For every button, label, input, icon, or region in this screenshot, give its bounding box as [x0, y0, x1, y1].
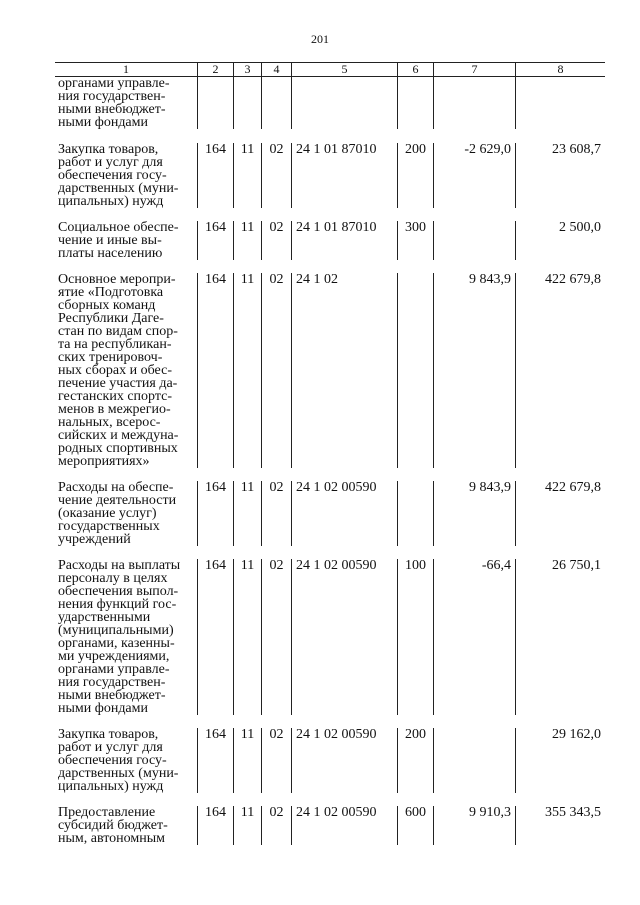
cell-col5: 24 1 02	[291, 273, 397, 468]
cell-col2: 164	[197, 221, 233, 260]
table-body	[55, 77, 605, 847]
cell-col7: -2 629,0	[433, 143, 515, 208]
table-row	[55, 806, 605, 847]
cell-col4	[261, 77, 291, 129]
cell-col2: 164	[197, 728, 233, 793]
cell-col7: 9 843,9	[433, 481, 515, 546]
row-description: органами управле- ния государствен- ными внебюджет- ными фондами	[58, 76, 170, 130]
cell-col4: 02	[261, 559, 291, 715]
cell-col6	[397, 481, 433, 546]
table-row	[55, 273, 605, 481]
cell-col5	[291, 77, 397, 129]
cell-col8: 26 750,1	[515, 559, 605, 715]
column-header-8: 8	[515, 63, 605, 76]
cell-col4: 02	[261, 273, 291, 468]
cell-col2: 164	[197, 481, 233, 546]
row-description: Закупка товаров, работ и услуг для обеспечения госу- дарственных (муни- ципальных) нужд	[58, 142, 179, 209]
column-header-1: 1	[123, 62, 129, 76]
row-description: Предоставление субсидий бюджет- ным, автономным	[58, 805, 168, 846]
cell-col8: 355 343,5	[515, 806, 605, 845]
cell-col7	[433, 77, 515, 129]
column-header-3: 3	[233, 63, 261, 76]
cell-col7: 9 843,9	[433, 273, 515, 468]
cell-col4: 02	[261, 806, 291, 845]
row-description: Расходы на обеспе- чение деятельности (оказание услуг) государственных учреждений	[58, 480, 177, 547]
column-header-2: 2	[197, 63, 233, 76]
cell-col6: 100	[397, 559, 433, 715]
column-header-7: 7	[433, 63, 515, 76]
cell-col3: 11	[233, 559, 261, 715]
cell-col7: -66,4	[433, 559, 515, 715]
cell-col3: 11	[233, 728, 261, 793]
cell-col7	[433, 728, 515, 793]
row-description: Основное меропри- ятие «Подготовка сборных команд Республики Даге- стан по видам спор- та на республикан- ских тренировоч- ных сборах и обес- печение участия да- гестанских спортс- менов в межрегио- нальных, всерос- сийских и междуна- родных спортивных мероприятиях»	[58, 272, 179, 469]
cell-col2	[197, 77, 233, 129]
cell-col3: 11	[233, 806, 261, 845]
cell-col6: 600	[397, 806, 433, 845]
cell-col3: 11	[233, 273, 261, 468]
table-row	[55, 481, 605, 559]
table-row	[55, 143, 605, 221]
column-header-6: 6	[397, 63, 433, 76]
cell-col8: 2 500,0	[515, 221, 605, 260]
cell-col5: 24 1 02 00590	[291, 806, 397, 845]
page-number: 201	[311, 32, 329, 46]
cell-col2: 164	[197, 273, 233, 468]
column-header-4: 4	[261, 63, 291, 76]
row-description: Социальное обеспе- чение и иные вы- платы населению	[58, 220, 179, 261]
cell-col8: 29 162,0	[515, 728, 605, 793]
table-row	[55, 221, 605, 273]
cell-col4: 02	[261, 221, 291, 260]
cell-col4: 02	[261, 481, 291, 546]
cell-col6: 200	[397, 143, 433, 208]
cell-col5: 24 1 02 00590	[291, 481, 397, 546]
cell-col8	[515, 77, 605, 129]
cell-col6	[397, 77, 433, 129]
cell-col5: 24 1 01 87010	[291, 221, 397, 260]
cell-col4: 02	[261, 728, 291, 793]
table-row	[55, 728, 605, 806]
cell-col8: 23 608,7	[515, 143, 605, 208]
row-description: Закупка товаров, работ и услуг для обеспечения госу- дарственных (муни- ципальных) нужд	[58, 727, 179, 794]
table-header	[55, 62, 605, 77]
cell-col5: 24 1 01 87010	[291, 143, 397, 208]
cell-col6: 200	[397, 728, 433, 793]
column-header-5: 5	[291, 63, 397, 76]
budget-table	[55, 62, 605, 847]
cell-col8: 422 679,8	[515, 273, 605, 468]
cell-col3: 11	[233, 221, 261, 260]
cell-col7: 9 910,3	[433, 806, 515, 845]
cell-col7	[433, 221, 515, 260]
cell-col2: 164	[197, 143, 233, 208]
cell-col6	[397, 273, 433, 468]
cell-col5: 24 1 02 00590	[291, 728, 397, 793]
cell-col5: 24 1 02 00590	[291, 559, 397, 715]
row-description: Расходы на выплаты персоналу в целях обеспечения выпол- нения функций гос- ударственными (муниципальными) органами, казенны- ми учреждениями, органами управле- ния государствен- ными внебюджет- ными фондами	[58, 558, 181, 716]
cell-col2: 164	[197, 559, 233, 715]
table-row	[55, 559, 605, 728]
cell-col8: 422 679,8	[515, 481, 605, 546]
cell-col3: 11	[233, 143, 261, 208]
cell-col2: 164	[197, 806, 233, 845]
cell-col3: 11	[233, 481, 261, 546]
cell-col3	[233, 77, 261, 129]
cell-col4: 02	[261, 143, 291, 208]
table-row	[55, 77, 605, 143]
cell-col6: 300	[397, 221, 433, 260]
